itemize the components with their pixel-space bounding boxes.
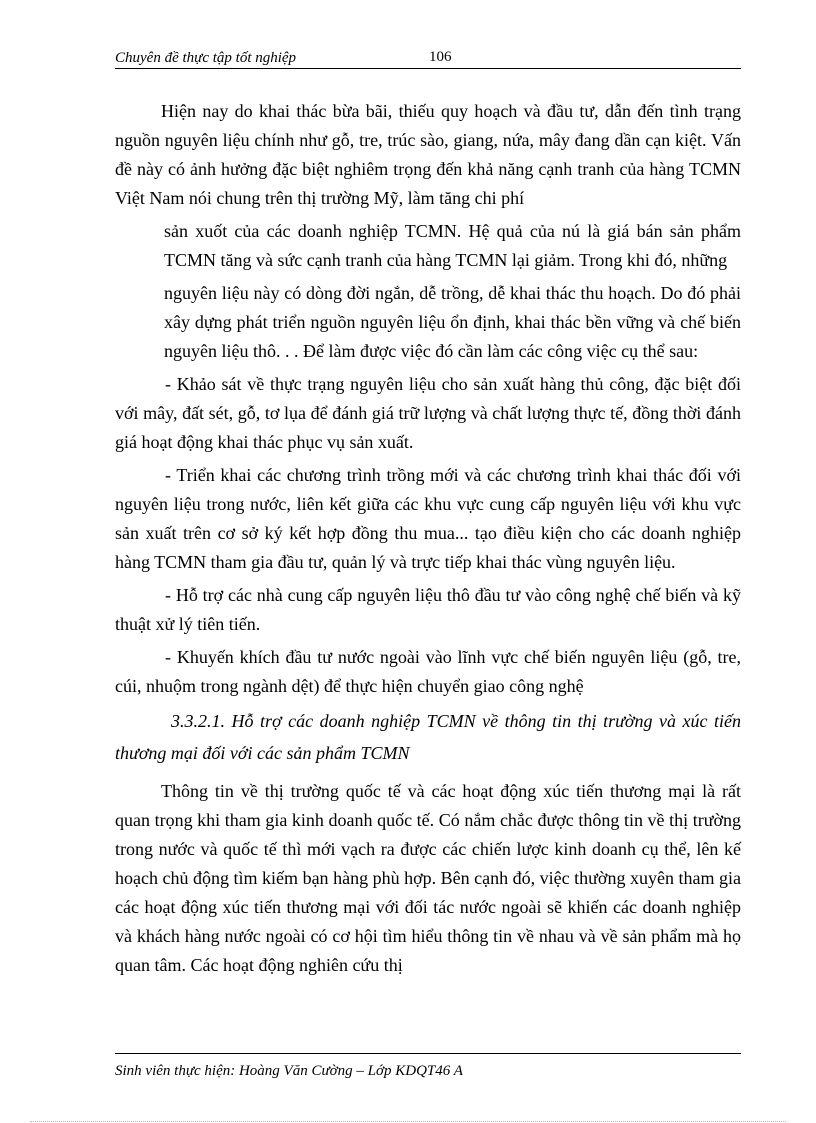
bullet-foreign-investment: - Khuyến khích đầu tư nước ngoài vào lĩnh vực chế biến nguyên liệu (gỗ, tre, cúi, nhuộm trong ngành dệt) để thực hiện chuyển giao công nghệ [115,647,741,696]
paragraph-material-development: nguyên liệu này có dòng đời ngắn, dễ trồng, dễ khai thác thu hoạch. Do đó phải xây dựng phát triển nguồn nguyên liệu ổn định, khai thác bền vững và chế biến nguyên liệu thô. . . Để làm được việc đó cần làm các công việc cụ thể sau: [164,283,741,361]
bullet-survey: - Khảo sát về thực trạng nguyên liệu cho sản xuất hàng thủ công, đặc biệt đối với mây, đất sét, gỗ, tơ lụa để đánh giá trữ lượng và chất lượng thực tế, đồng thời đánh giá hoạt động khai thác phục vụ sản xuất. [115,374,741,452]
page-bottom-edge [30,1121,786,1122]
bullet-planting-programs: - Triển khai các chương trình trồng mới và các chương trình khai thác đối với nguyên liệu trong nước, liên kết giữa các khu vực cung cấp nguyên liệu với khu vực sản xuất trên cơ sở ký kết hợp đồng thu mua... tạo điều kiện cho các doanh nghiệp hàng TCMN tham gia đầu tư, quản lý và trực tiếp khai thác vùng nguyên liệu. [115,465,741,572]
page-header [115,48,741,69]
page-body [115,97,741,980]
paragraph-production-cost: sản xuốt của các doanh nghiệp TCMN. Hệ quả của nú là giá bán sản phẩm TCMN tăng và sức cạnh tranh của hàng TCMN lại giảm. Trong khi đó, những [164,221,741,270]
bullet-supplier-support: - Hỗ trợ các nhà cung cấp nguyên liệu thô đầu tư vào công nghệ chế biến và kỹ thuật xử lý tiên tiến. [115,585,741,634]
paragraph-market-information: Thông tin về thị trường quốc tế và các hoạt động xúc tiến thương mại là rất quan trọng khi tham gia kinh doanh quốc tế. Có nắm chắc được thông tin về thị trường trong nước và quốc tế thì mới vạch ra được các chiến lược kinh doanh cụ thể, lên kế hoạch chủ động tìm kiếm bạn hàng phù hợp. Bên cạnh đó, việc thường xuyên tham gia các hoạt động xúc tiến thương mại với đối tác nước ngoài sẽ khiến các doanh nghiệp và khách hàng nước ngoài có cơ hội tìm hiểu thông tin về nhau và về sản phẩm mà họ quan tâm. Các hoạt động nghiên cứu thị [115,781,741,975]
section-heading: 3.3.2.1. Hỗ trợ các doanh nghiệp TCMN về thông tin thị trường và xúc tiến thương mại đối với các sản phẩm TCMN [115,711,741,763]
paragraph-resource-depletion: Hiện nay do khai thác bừa bãi, thiếu quy hoạch và đầu tư, dẫn đến tình trạng nguồn nguyên liệu chính như gỗ, tre, trúc sào, giang, nứa, mây đang dần cạn kiệt. Vấn đề này có ảnh hưởng đặc biệt nghiêm trọng đến khả năng cạnh tranh của hàng TCMN Việt Nam nói chung trên thị trường Mỹ, làm tăng chi phí [115,101,741,208]
footer-author: Sinh viên thực hiện: Hoàng Văn Cường – Lớp KDQT46 A [115,1063,463,1079]
page-number: 106 [429,49,452,65]
header-title: Chuyên đề thực tập tốt nghiệp [115,50,297,66]
page-footer [115,1053,741,1080]
